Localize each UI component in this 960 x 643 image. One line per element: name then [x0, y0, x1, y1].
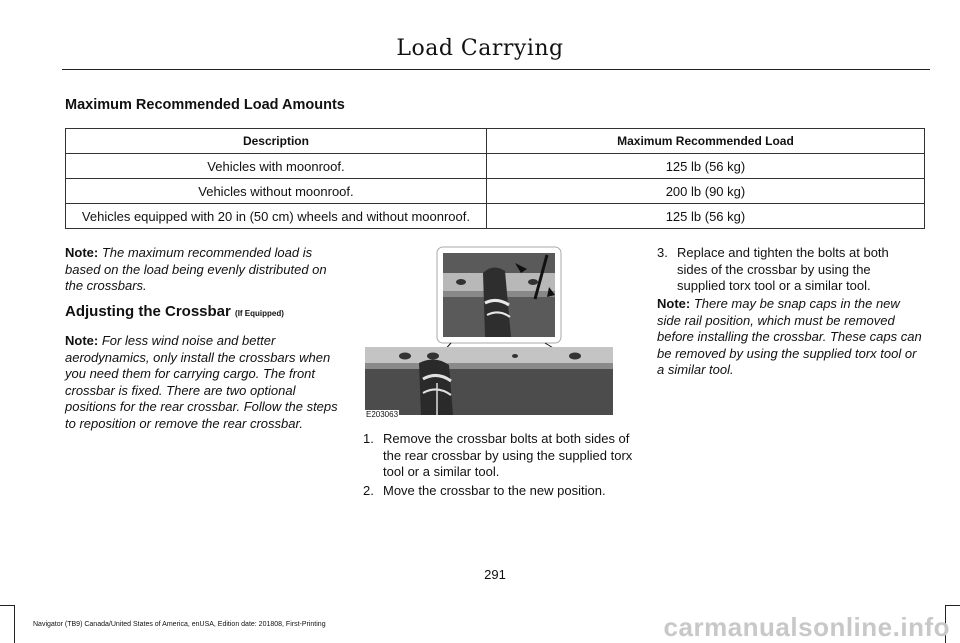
table-header-cell: Description	[66, 129, 487, 154]
note-wind-noise	[65, 333, 340, 432]
table-row	[66, 179, 925, 204]
table-cell: Vehicles without moonroof.	[66, 179, 487, 204]
note-text: The maximum recommended load is based on the load being evenly distributed on the crossbars.	[65, 245, 327, 293]
header-rule	[62, 69, 930, 70]
crop-mark	[14, 605, 15, 643]
section-title: Maximum Recommended Load Amounts	[65, 97, 345, 113]
step-text: Remove the crossbar bolts at both sides of the rear crossbar by using the supplied torx tool or a similar tool.	[383, 431, 633, 479]
note-label: Note:	[65, 333, 99, 348]
table-header-cell: Maximum Recommended Load	[486, 129, 924, 154]
watermark: carmanualsonline.info	[663, 612, 950, 642]
list-item	[657, 245, 927, 295]
figure-code: E203063	[366, 410, 399, 419]
page-number: 291	[484, 567, 506, 582]
note-snap-caps	[657, 296, 927, 379]
table-row	[66, 154, 925, 179]
crop-mark	[0, 605, 14, 606]
table-cell: Vehicles equipped with 20 in (50 cm) wheels and without moonroof.	[66, 204, 487, 229]
crossbar-illustration	[365, 243, 613, 421]
heading-suffix: (If Equipped)	[235, 309, 284, 318]
list-item	[363, 483, 633, 501]
table-header-row	[66, 129, 925, 154]
note-label: Note:	[657, 296, 691, 311]
subsection-heading	[65, 303, 284, 320]
note-load-distribution	[65, 245, 340, 295]
table-cell: 125 lb (56 kg)	[486, 204, 924, 229]
table-cell: 125 lb (56 kg)	[486, 154, 924, 179]
table-row	[66, 204, 925, 229]
footer-text: Navigator (TB9) Canada/United States of America, enUSA, Edition date: 201808, First-Printing	[33, 621, 326, 628]
step-text: Replace and tighten the bolts at both sides of the crossbar by using the supplied torx tool or a similar tool.	[677, 245, 889, 293]
list-item	[363, 431, 633, 481]
step-number: 3.	[657, 245, 668, 260]
note-label: Note:	[65, 245, 99, 260]
table-cell: 200 lb (90 kg)	[486, 179, 924, 204]
step-number: 1.	[363, 431, 374, 446]
crop-mark	[946, 605, 960, 606]
table-cell: Vehicles with moonroof.	[66, 154, 487, 179]
step-text: Move the crossbar to the new position.	[383, 483, 606, 498]
page-title: Load Carrying	[396, 36, 564, 61]
heading-text: Adjusting the Crossbar	[65, 303, 231, 320]
note-text: For less wind noise and better aerodynamics, only install the crossbars when you need them for carrying cargo. The front crossbar is fixed. There are two optional positions for the rear crossbar. Follow the steps to reposition or remove the rear crossbar.	[65, 333, 338, 431]
crossbar-diagram	[365, 243, 613, 421]
load-table	[65, 128, 925, 229]
note-text: There may be snap caps in the new side rail position, which must be removed before installing the crossbar. These caps can be removed by using the supplied torx tool or a similar tool.	[657, 296, 922, 377]
step-number: 2.	[363, 483, 374, 498]
